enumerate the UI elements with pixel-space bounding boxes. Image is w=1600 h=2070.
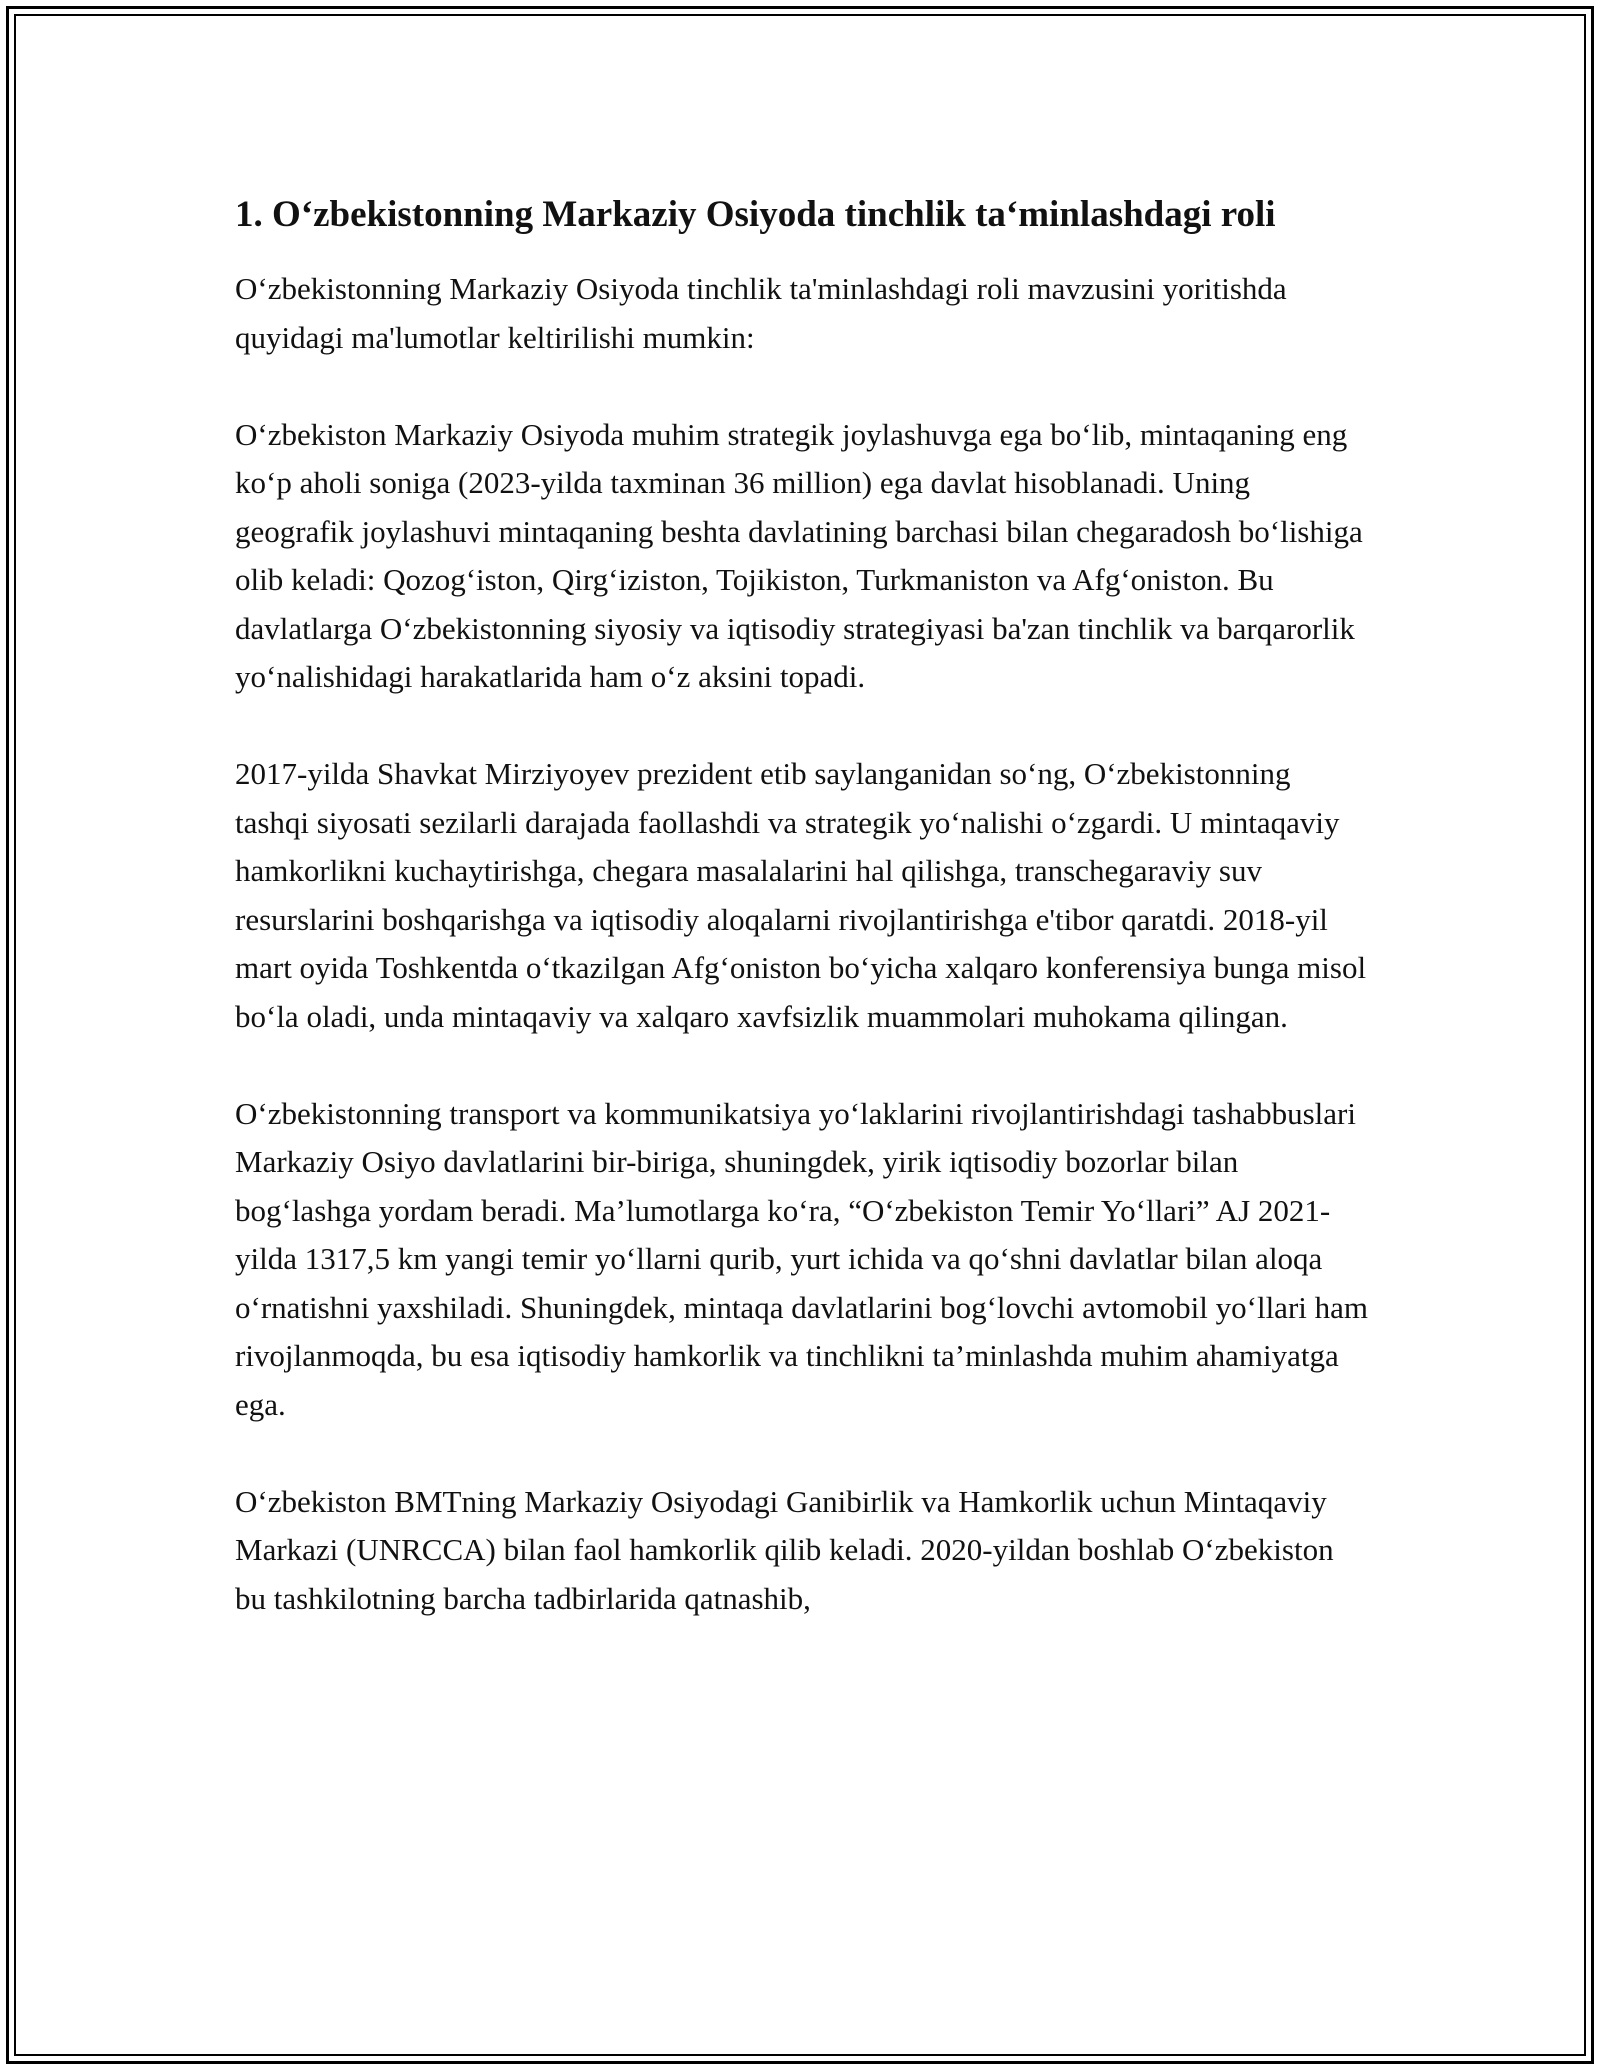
paragraph-intro: O‘zbekistonning Markaziy Osiyoda tinchlik ta'minlashdagi roli mavzusini yoritishda quyidagi ma'lumotlar keltirilishi mumkin:	[235, 271, 1287, 355]
paragraph-geography: O‘zbekiston Markaziy Osiyoda muhim strategik joylashuvga ega bo‘lib, mintaqaning eng ko‘p aholi soniga (2023-yilda taxminan 36 million) ega davlat hisoblanadi. Uning geografik joylashuvi mintaqaning beshta davlatining barchasi bilan chegaradosh bo‘lishiga olib keladi: Qozog‘iston, Qirg‘iziston, Tojikiston, Turkmaniston va Afg‘oniston. Bu davlatlarga O‘zbekistonning siyosiy va iqtisodiy strategiyasi ba'zan tinchlik va barqarorlik yo‘nalishidagi harakatlarida ham o‘z aksini topadi.	[235, 416, 1363, 694]
paragraph-foreign-policy: 2017-yilda Shavkat Mirziyoyev prezident etib saylanganidan so‘ng, O‘zbekistonning tashqi siyosati sezilarli darajada faollashdi va strategik yo‘nalishi o‘zgardi. U mintaqaviy hamkorlikni kuchaytirishga, chegara masalalarini hal qilishga, transchegaraviy suv resurslarini boshqarishga va iqtisodiy aloqalarni rivojlantirishga e'tibor qaratdi. 2018-yil mart oyida Toshkentda o‘tkazilgan Afg‘oniston bo‘yicha xalqaro konferensiya bunga misol bo‘la oladi, unda mintaqaviy va xalqaro xavfsizlik muammolari muhokama qilingan.	[235, 756, 1367, 1034]
paragraph-transport: O‘zbekistonning transport va kommunikatsiya yo‘laklarini rivojlantirishdagi tashabbuslari Markaziy Osiyo davlatlarini bir-biriga, shuningdek, yirik iqtisodiy bozorlar bilan bog‘lashga yordam beradi. Ma’lumotlarga ko‘ra, “O‘zbekiston Temir Yo‘llari” AJ 2021-yilda 1317,5 km yangi temir yo‘llarni qurib, yurt ichida va qo‘shni davlatlar bilan aloqa o‘rnatishni yaxshiladi. Shuningdek, mintaqa davlatlarini bog‘lovchi avtomobil yo‘llari ham rivojlanmoqda, bu esa iqtisodiy hamkorlik va tinchlikni ta’minlashda muhim ahamiyatga ega.	[235, 1095, 1368, 1422]
document-body	[235, 188, 1370, 1672]
paragraph-unrcca: O‘zbekiston BMTning Markaziy Osiyodagi Ganibirlik va Hamkorlik uchun Mintaqaviy Markazi (UNRCCA) bilan faol hamkorlik qilib keladi. 2020-yildan boshlab O‘zbekiston bu tashkilotning barcha tadbirlarida qatnashib,	[235, 1483, 1334, 1616]
section-heading: 1. O‘zbekistonning Markaziy Osiyoda tinchlik ta‘minlashdagi roli	[235, 194, 1276, 235]
